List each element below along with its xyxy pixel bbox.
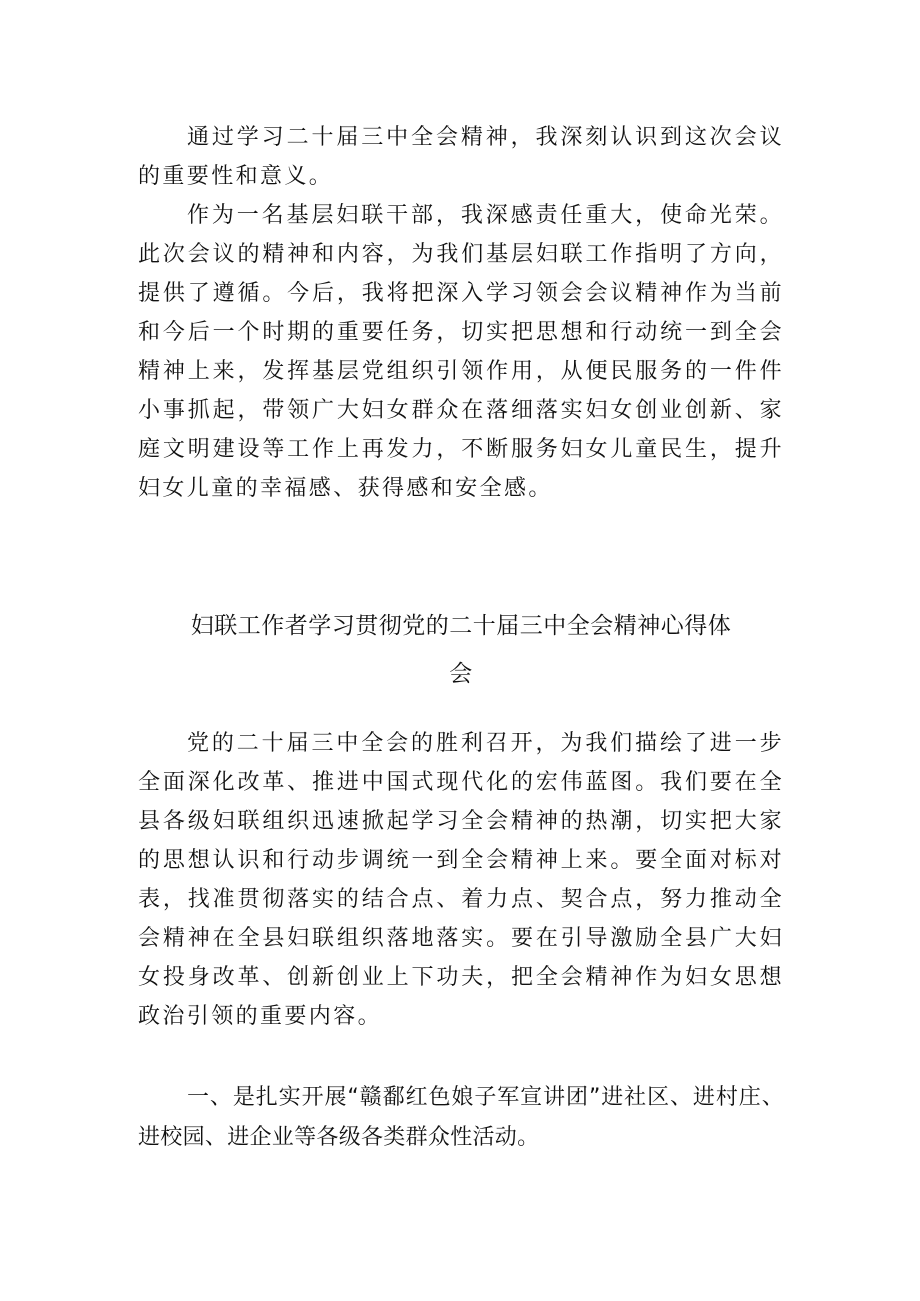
paragraph-body: 党的二十届三中全会的胜利召开，为我们描绘了进一步全面深化改革、推进中国式现代化的宏伟蓝图。我们要在全县各级妇联组织迅速掀起学习全会精神的热潮，切实把大家的思想认识和行动步调统一到全会精神上来。要全面对标对表，找准贯彻落实的结合点、着力点、契合点，努力推动全会精神在全县妇联组织落地落实。要在引导激励全县广大妇女投身改革、创新创业上下功夫，把全会精神作为妇女思想政治引领的重要内容。 — [138, 731, 784, 1029]
paragraph-commitment: 作为一名基层妇联干部，我深感责任重大，使命光荣。此次会议的精神和内容，为我们基层妇联工作指明了方向，提供了遵循。今后，我将把深入学习领会会议精神作为当前和今后一个时期的重要任务，切实把思想和行动统一到全会精神上来，发挥基层党组织引领作用，从便民服务的一件件小事抓起，带领广大妇女群众在落细落实妇女创业创新、家庭文明建设等工作上再发力，不断服务妇女儿童民生，提升妇女儿童的幸福感、获得感和安全感。 — [138, 203, 784, 501]
paragraph-intro: 通过学习二十届三中全会精神，我深刻认识到这次会议的重要性和意义。 — [138, 125, 784, 189]
article-title-line-1: 妇联工作者学习贯彻党的二十届三中全会精神心得体 — [190, 613, 732, 639]
article-title-line-2: 会 — [449, 661, 473, 687]
article-title — [138, 602, 784, 698]
section-heading: 一、是扎实开展“赣鄱红色娘子军宣讲团”进社区、进村庄、进校园、进企业等各级各类群众性活动。 — [138, 1085, 784, 1150]
